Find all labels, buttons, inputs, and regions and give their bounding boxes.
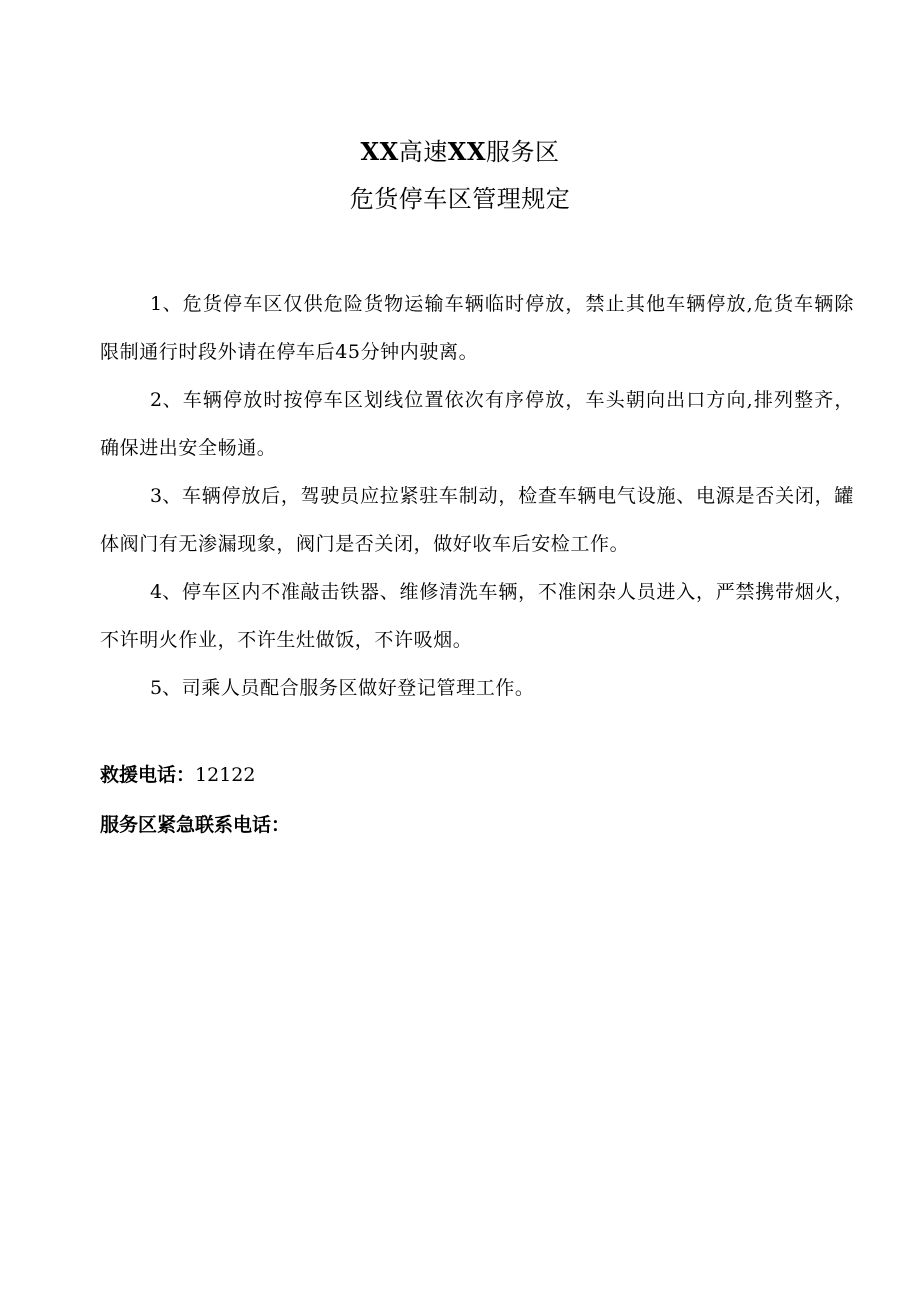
rescue-phone-number: 12122 [195,764,256,786]
rule-number: 1 [150,293,163,315]
rule-item-2 [100,376,854,472]
document-title [0,136,920,168]
rule-number: 3 [150,485,163,507]
rules-list [100,280,854,712]
rule-text: 、停车区内不准敲击铁器、维修清洗车辆，不准闲杂人员进入，严禁携带烟火，不许明火作业，不许生灶做饭，不许吸烟。 [100,581,854,651]
rescue-phone-line [100,760,255,790]
rule-number: 4 [150,581,163,603]
title-org-prefix-2: XX [447,137,486,166]
title-org-suffix: 服务区 [486,138,560,166]
rule-item-3 [100,472,854,568]
rule-text: 、司乘人员配合服务区做好登记管理工作。 [162,677,535,699]
rule-text: 、车辆停放时按停车区划线位置依次有序停放，车头朝向出口方向,排列整齐，确保进出安全畅通。 [100,389,854,459]
rule-item-4 [100,568,854,664]
title-org-prefix: XX [360,137,399,166]
title-org-mid: 高速 [398,138,448,166]
rule-number: 5 [150,677,163,699]
emergency-phone-line [100,810,290,840]
rule-item-5 [100,664,854,712]
rescue-phone-label: 救援电话： [100,764,196,786]
rule-number: 2 [150,389,163,411]
rule-item-1 [100,280,854,376]
rule-text: 、车辆停放后，驾驶员应拉紧驻车制动，检查车辆电气设施、电源是否关闭，罐体阀门有无渗漏现象，阀门是否关闭，做好收车后安检工作。 [100,485,854,555]
document-subtitle: 危货停车区管理规定 [349,185,571,213]
rule-text: 、危货停车区仅供危险货物运输车辆临时停放，禁止其他车辆停放,危货车辆除限制通行时段外请在停车后45分钟内驶离。 [100,293,854,363]
emergency-phone-label: 服务区紧急联系电话： [100,814,291,836]
